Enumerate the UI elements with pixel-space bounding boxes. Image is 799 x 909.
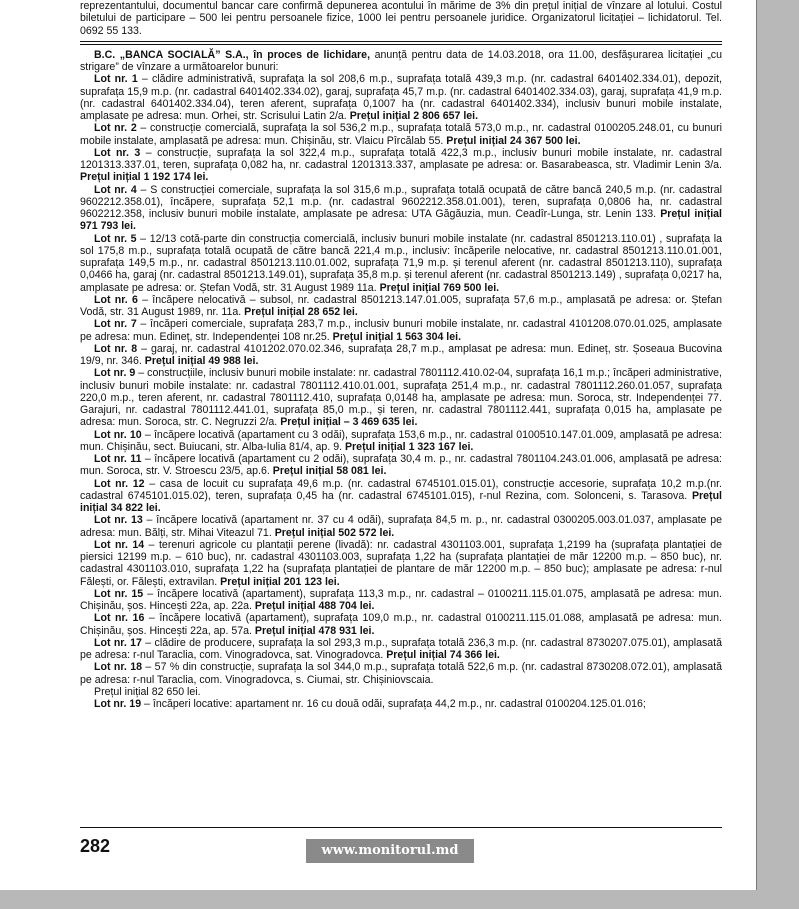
- lot-description: – încăpere locativă (apartament cu 2 odăi), suprafața 30,4 m. p., nr. cadastral 7801104.243.01.006, amplasată pe adresa: mun. Soroca, str. V. Stroescu 23/5, ap.6.: [80, 453, 722, 478]
- lot-price: Prețul inițial 1 563 304 lei.: [329, 330, 462, 343]
- lot-price: Prețul inițial 74 366 lei.: [383, 649, 500, 661]
- lot-description: – încăperi comerciale, suprafața 283,7 m.p., inclusiv bunuri mobile instalate, nr. cadastral 4101208.070.01.025, amplasate pe adresa: mun. Edineț, str. Independenței 108 nr.25.: [80, 318, 723, 343]
- lot-price: Prețul inițial 1 323 167 lei.: [342, 440, 474, 453]
- lot-description: Prețul inițial 82 650 lei.: [94, 685, 201, 698]
- lot-price: Prețul inițial 201 123 lei.: [217, 575, 340, 588]
- lot-price: Prețul inițial 488 704 lei.: [251, 600, 375, 612]
- lot-item: [80, 661, 722, 686]
- lot-item: [80, 184, 722, 233]
- text-column: [80, 0, 722, 710]
- lot-label: Lot nr. 9: [94, 367, 136, 380]
- lot-item: [80, 294, 722, 319]
- section-divider: [80, 41, 722, 45]
- lot-price: Prețul inițial 769 500 lei.: [376, 281, 500, 294]
- text-line: lotului. Costul biletului de participare – 500 lei pentru persoanele fizice, 1000 lei pentru persoanele juridice. Organizatorul: [80, 0, 723, 25]
- lot-description: – 12/13 cotă-parte din construcția comercială, inclusiv bunuri mobile instalate (nr. cadastral 8501213.110.01) , suprafața la sol 175,8 m.p., suprafața totală ocupată de către bancă 221,4 m.p., inclusiv: încăperile nelocative, nr. cadastral 8501213.110.01.001, suprafața 149,5 m.p., nr. cadastral 8501213.110.01.002, suprafața 71,9 m.p. și terenul aferent (nr. cadastral 8501213.110), suprafața 0,0466 ha, garaj (nr. cadastral 8501213.149.01), suprafața 35,8 m.p. și terenul aferent (nr. cadastral 8501213.149) , suprafața 0,0217 ha, amplasate pe adresa: or. Ștefan Vodă, str. 31 August 1989 11a.: [80, 232, 722, 294]
- lot-price: Prețul inițial 34 822 lei.: [80, 489, 722, 514]
- lot-description: – clădire de producere, suprafața la sol 293,3 m.p., suprafața totală 236,3 m.p. (nr. cadastral 8730207.075.01), amplasată pe adresa: r-nul Taraclia, com. Vinogradovca, sat. Vinogradovca.: [80, 636, 723, 661]
- lot-label: Lot nr. 19: [94, 698, 142, 710]
- lot-item: [80, 698, 722, 710]
- lot-label: Lot nr. 14: [94, 538, 145, 551]
- lot-label: Lot nr. 17: [94, 636, 142, 649]
- lot-label: Lot nr. 4: [94, 183, 137, 196]
- lot-description: – garaj, nr. cadastral 4101202.070.02.346, suprafața 28,7 m.p., amplasat pe adresa: mun. Edineț, str. Șoseaua Bucovina 19/9, nr. 346.: [80, 342, 723, 367]
- lot-item: [80, 318, 722, 343]
- lot-description: – încăpere nelocativă – subsol, nr. cadastral 8501213.147.01.005, suprafața 57,6 m.p., amplasată pe adresa: or. Ștefan Vodă, str. 31 August 1989, nr. 11a.: [80, 293, 722, 318]
- lot-description: – 57 % din construcție, suprafața la sol 344,0 m.p., suprafața totală 522,6 m.p. (nr. cadastral 8730208.072.01), amplasată pe adresa: r-nul Taraclia, com. Vinogradovca, s. Ciumai, str. Chișiniovscaia.: [80, 661, 722, 686]
- lot-label: Lot nr. 11: [94, 453, 142, 465]
- lot-label: Lot nr. 5: [94, 232, 137, 245]
- organization-name: B.C. „BANCA SOCIALĂ” S.A., în proces de lichidare,: [94, 48, 371, 61]
- announcement-text: anunță pentru data de 14.03.2018, ora 11.00, desfășurarea licitației „cu strigare” de vînzare a următoarelor bunuri:: [80, 48, 722, 73]
- lot-item: [80, 429, 722, 454]
- lot-description: – încăpere locativă (apartament nr. 37 cu 4 odăi), suprafața 84,5 m. p., nr. cadastral 0300205.003.01.037, amplasate pe adresa: mun. Bălți, str. Mihai Viteazul 71.: [80, 514, 722, 539]
- lot-item: [80, 73, 722, 122]
- lot-price: Prețul inițial 478 931 lei.: [251, 624, 375, 637]
- lot-item: [80, 147, 722, 184]
- text-line: licitației – lichidatorul. Tel. 0692 55 133.: [80, 12, 722, 37]
- lots-list: [80, 73, 722, 710]
- lot-price: Prețul inițial 2 806 657 lei.: [346, 110, 479, 122]
- lot-price: Prețul inițial – 3 469 635 lei.: [277, 416, 418, 429]
- lot-description: – terenuri agricole cu plantații perene (livadă): nr. cadastral 4301103.001, suprafața 1,2199 ha (suprafața plantației de piersici 12199 m.p. – 610 buc), nr. cadastral 4301103.003, suprafața 1,22 ha (suprafața plantației de măr 12200 m.p. – 850 buc), nr. cadastral 4301103.010, suprafața 1,22 ha (suprafața plantației de plantare de măr 12200 m.p. – 850 buc); amplasate pe adresa: r-nul Fălești, or. Fălești, extravilan.: [80, 538, 722, 588]
- lot-price: Prețul inițial 28 652 lei.: [241, 306, 358, 318]
- lot-label: Lot nr. 13: [94, 514, 143, 527]
- lot-label: Lot nr. 15: [94, 587, 144, 600]
- lot-item: [80, 686, 722, 698]
- viewer-background: [757, 0, 799, 909]
- lot-item: [80, 637, 722, 662]
- lot-price: Prețul inițial 58 081 lei.: [269, 465, 387, 478]
- lot-description: – S construcției comerciale, suprafața la sol 315,6 m.p., suprafața totală ocupată de către bancă 240,5 m.p. (nr. cadastral 9602212.358.01), încăpere, suprafața 52,1 m.p. (nr. cadastral 9602212.358.01.001), teren, suprafața 0,0806 ha, nr. cadastral 9602212.358, inclusiv bunuri mobile instalate, amplasate pe adresa: UTA Găgăuzia, mun. Ceadîr-Lunga, str. Lenin 133.: [80, 183, 723, 220]
- lot-price: Prețul inițial 49 988 lei.: [141, 355, 259, 367]
- lot-description: – construcție, suprafața la sol 322,4 m.p., suprafața totală 422,3 m.p., inclusiv bunuri mobile instalate, nr. cadastral 1201313.337.01, teren, suprafața 0,082 ha, nr. cadastral 1201313.337, amplasate pe adresa: or. Basarabeasca, str. Vladimir Lenin 3/a.: [80, 146, 723, 171]
- lot-item: [80, 588, 722, 613]
- announcement-intro: [80, 49, 722, 74]
- lot-description: – încăpere locativă (apartament), suprafața 113,3 m.p., nr. cadastral – 0100211.115.01.075, amplasată pe adresa: mun. Chișinău, șos. Hincești 22a, ap. 22a.: [80, 587, 722, 612]
- lot-item: [80, 453, 722, 478]
- lot-label: Lot nr. 3: [94, 146, 141, 159]
- lot-price: Prețul inițial 971 793 lei.: [80, 208, 722, 233]
- text-line: reprezentantului, documentul bancar care confirmă depunerea acontului în mărime de 3% din prețul inițial de vînzare al: [80, 0, 654, 12]
- continued-text: [80, 0, 722, 37]
- lot-description: – clădire administrativă, suprafața la sol 208,6 m.p., suprafața totală 439,3 m.p. (nr. cadastral 6401402.334.01), depozit, suprafața 15,9 m.p. (nr. cadastral 6401402.334.02), garaj, suprafața 45,7 m.p. (nr. cadastral 6401402.334.03), garaj, suprafața 41,9 m.p. (nr. cadastral 6401402.334.04), teren aferent, suprafața 0,1007 ha (nr. cadastral 6401402.334), inclusiv bunuri mobile instalate, amplasate pe adresa: mun. Orhei, str. Scrisului Latin 2/a.: [80, 73, 722, 122]
- lot-label: Lot nr. 16: [94, 612, 145, 625]
- viewer-background-bottom: [0, 890, 799, 909]
- page-number: 282: [80, 836, 111, 856]
- lot-item: [80, 539, 722, 588]
- lot-label: Lot nr. 1: [94, 73, 138, 86]
- lot-label: Lot nr. 10: [94, 428, 142, 441]
- lot-label: Lot nr. 2: [94, 122, 137, 135]
- footer-rule: [80, 827, 722, 828]
- lot-item: [80, 233, 722, 294]
- lot-label: Lot nr. 12: [94, 477, 145, 490]
- lot-description: – construcție comercială, suprafața la sol 536,2 m.p., suprafața totală 573,0 m.p., nr. cadastral 0100205.248.01, cu bunuri mobile instalate, amplasată pe adresa: mun. Chișinău, str. Vlaicu Pîrcălab 55.: [80, 122, 722, 147]
- lot-label: Lot nr. 18: [94, 661, 142, 674]
- lot-item: [80, 612, 722, 637]
- lot-item: [80, 514, 722, 539]
- lot-description: – încăperi locative: apartament nr. 16 cu două odăi, suprafața 44,2 m.p., nr. cadastral 0100204.125.01.016;: [141, 698, 646, 710]
- lot-label: Lot nr. 8: [94, 342, 138, 355]
- website-label: www.monitorul.md: [306, 839, 474, 863]
- lot-label: Lot nr. 7: [94, 318, 137, 331]
- lot-item: [80, 478, 722, 515]
- lot-description: – construcțiile, inclusiv bunuri mobile instalate: nr. cadastral 7801112.410.02-04, suprafața 16,1 m.p.; încăperi administrative, inclusiv bunuri mobile instalate: nr. cadastral 7801112.410.01.001, suprafața 251,4 m.p., nr. cadastral 7801112.260.01.057, suprafața 220,0 m.p., teren aferent, nr. cadastral 7801112.410, suprafața 0,0148 ha, amplasate pe adresa: mun. Soroca, str. Independenței 77. Garajuri, nr. cadastral 7801112.441.01, suprafața 85,0 m.p., și teren, nr. cadastral 7801112.441, suprafața 0,015 ha, amplasate pe adresa: mun. Soroca, str. C. Negruzzi 2/a.: [80, 367, 723, 429]
- lot-price: Prețul inițial 1 192 174 lei.: [80, 171, 209, 184]
- lot-description: – casa de locuit cu suprafața 49,6 m.p. (nr. cadastral 6745101.015.01), construcție accesorie, suprafața 10,2 m.p.(nr. cadastral 6745101.015.02), teren, suprafața 0,45 ha (nr. cadastral 6745101.015), r-nul Rezina, com. Solonceni, s. Tarasova.: [80, 477, 723, 502]
- lot-description: – încăpere locativă (apartament cu 3 odăi), suprafața 153,6 m.p., nr. cadastral 0100510.147.01.009, amplasată pe adresa: mun. Chișinău, sect. Buiucani, str. Alba-Iulia 81/4, ap. 9.: [80, 428, 723, 453]
- lot-label: Lot nr. 6: [94, 293, 138, 306]
- lot-item: [80, 122, 722, 147]
- lot-description: – încăpere locativă (apartament), suprafața 109,0 m.p., nr. cadastral 0100211.115.01.088, amplasată pe adresa: mun. Chișinău, șos. Hincești 22a, ap. 57a.: [80, 612, 722, 637]
- lot-price: Prețul inițial 24 367 500 lei.: [443, 134, 581, 147]
- lot-item: [80, 367, 722, 428]
- lot-price: Prețul inițial 502 572 lei.: [271, 526, 395, 539]
- lot-item: [80, 343, 722, 368]
